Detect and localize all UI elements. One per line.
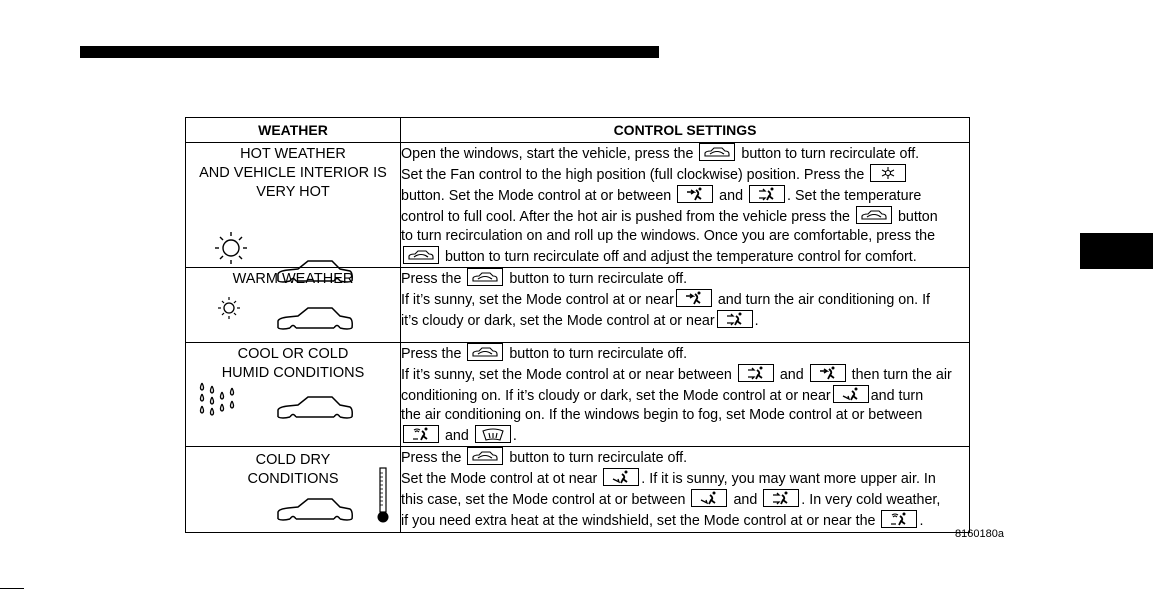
settings-cell-cold xyxy=(401,447,970,533)
figure-id: 8160180a xyxy=(955,528,1004,540)
instruction-text: and xyxy=(775,367,808,383)
recirculation-icon xyxy=(467,268,503,286)
settings-cell-hot xyxy=(401,143,970,268)
settings-cell-cool xyxy=(401,343,970,447)
header-rule xyxy=(80,46,659,58)
instruction-text: button xyxy=(893,209,938,225)
bilevel-mode-icon xyxy=(749,185,785,203)
instruction-text: Press the xyxy=(401,346,466,362)
instruction-text: button to turn recirculate off and adjust the temperature control for comfort. xyxy=(441,249,917,265)
weather-line: HOT WEATHER xyxy=(240,146,346,162)
recirculation-icon xyxy=(467,343,503,361)
instruction-text: it’s cloudy or dark, set the Mode control at or near xyxy=(401,313,715,329)
weather-line: AND VEHICLE INTERIOR IS xyxy=(199,165,387,181)
weather-cell-warm xyxy=(186,268,401,343)
footer-mark xyxy=(0,588,24,589)
instruction-text: conditioning on. If it’s cloudy or dark, set the Mode control at or near xyxy=(401,388,831,404)
weather-cell-cold xyxy=(186,447,401,533)
weather-column-header: WEATHER xyxy=(186,118,401,143)
instruction-text: Press the xyxy=(401,450,466,466)
instruction-text: button to turn recirculate off. xyxy=(505,346,688,362)
weather-title xyxy=(186,343,400,383)
instruction-text: button to turn recirculate off. xyxy=(505,271,688,287)
panel-mode-icon xyxy=(677,185,713,203)
instruction-text: Open the windows, start the vehicle, press the xyxy=(401,146,698,162)
car-icon xyxy=(276,497,354,525)
instruction-text: this case, set the Mode control at or between xyxy=(401,492,690,508)
car-icon xyxy=(276,395,354,423)
weather-title xyxy=(186,268,400,289)
instruction-text: control to full cool. After the hot air is pushed from the vehicle press the xyxy=(401,209,854,225)
floor-mode-icon xyxy=(833,385,869,403)
weather-line: VERY HOT xyxy=(256,184,330,200)
panel-mode-icon xyxy=(810,364,846,382)
instruction-text: and xyxy=(729,492,762,508)
instruction-text: the air conditioning on. If the windows begin to fog, set Mode control at or between xyxy=(401,407,923,423)
recirculation-icon xyxy=(699,143,735,161)
instruction-text: Press the xyxy=(401,271,466,287)
settings-column-header: CONTROL SETTINGS xyxy=(401,118,970,143)
instruction-text: and turn the air conditioning on. If xyxy=(713,292,931,308)
sun-icon xyxy=(211,293,245,325)
car-icon xyxy=(276,306,354,334)
floor-mode-icon xyxy=(691,489,727,507)
weather-title xyxy=(186,447,400,489)
recirculation-icon xyxy=(403,246,439,264)
weather-line: HUMID CONDITIONS xyxy=(221,365,365,381)
instruction-text: . xyxy=(919,513,924,529)
instruction-text: button to turn recirculate off. xyxy=(737,146,920,162)
instruction-text: button. Set the Mode control at or between xyxy=(401,188,676,204)
air-conditioning-icon xyxy=(870,164,906,182)
weather-line: CONDITIONS xyxy=(247,471,339,487)
instruction-text: If it’s sunny, set the Mode control at or near between xyxy=(401,367,736,383)
weather-line: WARM WEATHER xyxy=(232,271,354,287)
bilevel-mode-icon xyxy=(738,364,774,382)
instruction-text: . xyxy=(754,313,759,329)
climate-control-table xyxy=(185,117,970,533)
instruction-text: to turn recirculation on and roll up the windows. Once you are comfortable, press the xyxy=(401,228,936,244)
settings-cell-warm xyxy=(401,268,970,343)
weather-title xyxy=(186,143,400,202)
recirculation-icon xyxy=(856,206,892,224)
mix-mode-icon xyxy=(403,425,439,443)
weather-line: COLD DRY xyxy=(255,452,331,468)
rain-drops-icon xyxy=(198,379,248,429)
instruction-text: and turn xyxy=(870,388,924,404)
floor-mode-icon xyxy=(603,468,639,486)
sun-icon xyxy=(204,226,254,272)
thermometer-icon xyxy=(377,467,389,525)
panel-mode-icon xyxy=(676,289,712,307)
instruction-text: . In very cold weather, xyxy=(801,492,941,508)
instruction-text: Set the Fan control to the high position (full clockwise) position. Press the xyxy=(401,167,869,183)
instruction-text: If it’s sunny, set the Mode control at or near xyxy=(401,292,674,308)
instruction-text: if you need extra heat at the windshield, set the Mode control at or near the xyxy=(401,513,880,529)
bilevel-mode-icon xyxy=(763,489,799,507)
instruction-text: . xyxy=(512,428,517,444)
defrost-icon xyxy=(475,425,511,443)
weather-cell-cool xyxy=(186,343,401,447)
weather-line: COOL OR COLD xyxy=(237,346,349,362)
mix-mode-icon xyxy=(881,510,917,528)
instruction-text: and xyxy=(441,428,473,444)
instruction-text: Set the Mode control at ot near xyxy=(401,471,602,487)
recirculation-icon xyxy=(467,447,503,465)
instruction-text: . Set the temperature xyxy=(787,188,922,204)
section-tab xyxy=(1080,233,1153,269)
instruction-text: and xyxy=(715,188,748,204)
instruction-text: . If it is sunny, you may want more upper air. In xyxy=(641,471,936,487)
instruction-text: button to turn recirculate off. xyxy=(505,450,688,466)
weather-cell-hot xyxy=(186,143,401,268)
bilevel-mode-icon xyxy=(717,310,753,328)
instruction-text: then turn the air xyxy=(847,367,952,383)
